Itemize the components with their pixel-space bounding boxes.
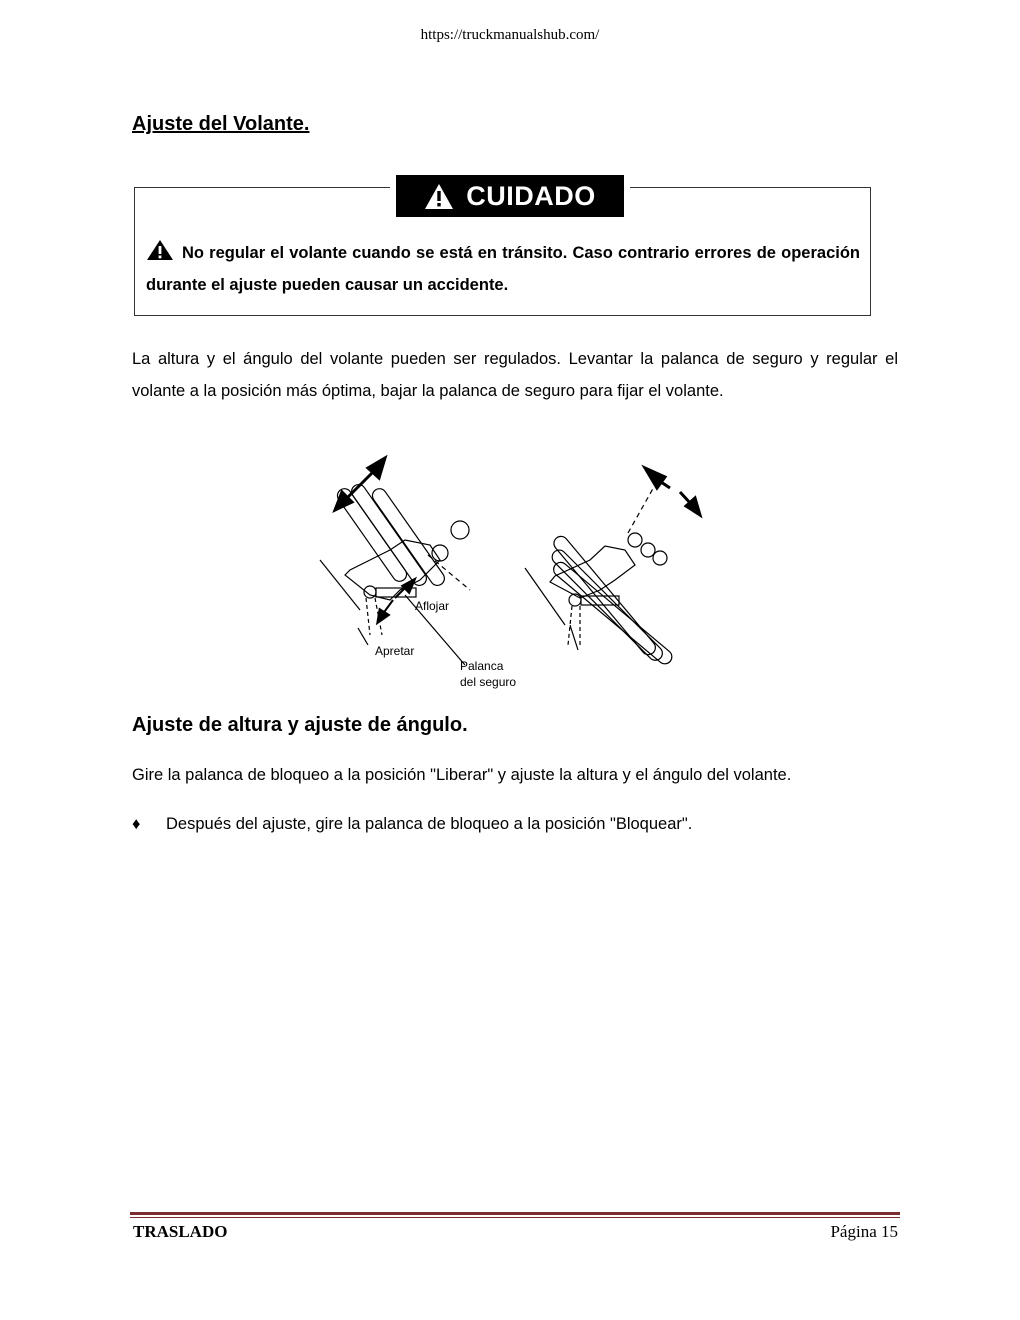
- caution-badge: [390, 175, 630, 217]
- label-tighten: Apretar: [375, 644, 415, 658]
- left-steering-drawing: [320, 482, 470, 665]
- label-lever-line2: del seguro: [460, 675, 517, 689]
- footer-rule-thin: [130, 1217, 900, 1218]
- intro-paragraph: La altura y el ángulo del volante pueden ser regulados. Levantar la palanca de seguro y regular el volante a la posición más óptima, bajar la palanca de seguro para fijar el volante.: [132, 350, 898, 400]
- bullet-item: [132, 815, 692, 834]
- subsection-title: Ajuste de altura y ajuste de ángulo.: [132, 714, 468, 736]
- section-title: Ajuste del Volante.: [132, 113, 310, 135]
- caution-message: No regular el volante cuando se está en tránsito. Caso contrario errores de operación durante el ajuste pueden causar un accidente.: [146, 244, 860, 294]
- warning-triangle-icon: [424, 183, 454, 210]
- tilt-arrows: [645, 468, 700, 515]
- subsection-text: Gire la palanca de bloqueo a la posición "Liberar" y ajuste la altura y el ángulo del volante.: [132, 766, 792, 784]
- source-url: https://truckmanualshub.com/: [420, 27, 600, 43]
- label-loosen: Aflojar: [415, 599, 450, 613]
- warning-triangle-icon: [146, 239, 174, 261]
- footer-rule: [130, 1212, 900, 1215]
- caution-badge-label: CUIDADO: [466, 180, 596, 211]
- right-steering-drawing: [525, 485, 675, 667]
- steering-adjustment-figure: [310, 450, 720, 695]
- caution-text: [146, 237, 860, 301]
- bullet-text: Después del ajuste, gire la palanca de bloqueo a la posición "Bloquear".: [166, 815, 693, 833]
- diamond-bullet-icon: ♦: [132, 815, 141, 833]
- footer-section-name: TRASLADO: [133, 1222, 228, 1241]
- label-lever-line1: Palanca: [460, 659, 504, 673]
- page-number: Página 15: [830, 1222, 898, 1241]
